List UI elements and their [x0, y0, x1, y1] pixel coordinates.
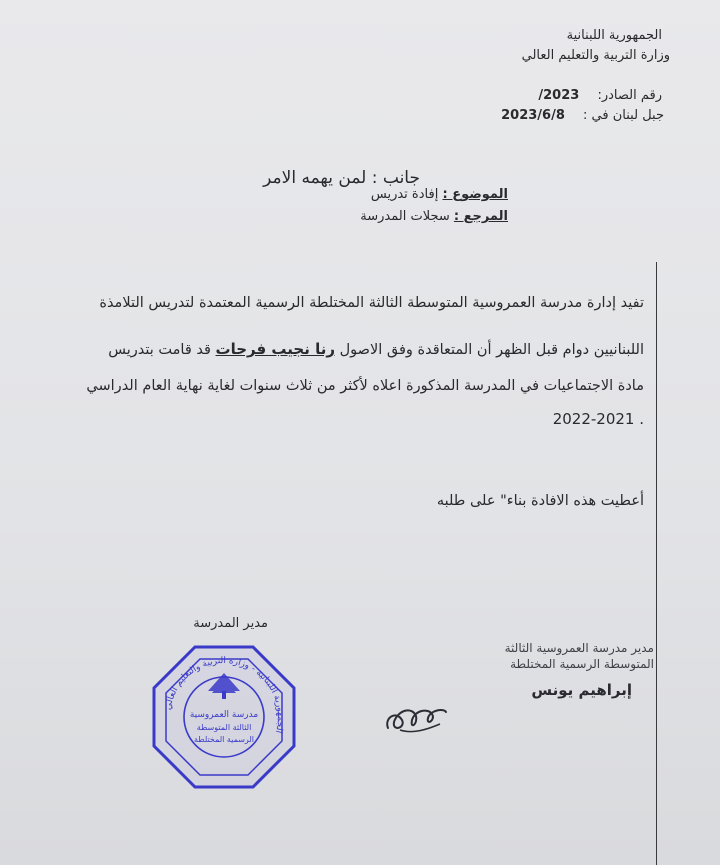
signature-name: إبراهيم يونس [531, 681, 632, 699]
handwritten-signature [382, 700, 452, 740]
closing-line: أعطيت هذه الافادة بناء" على طلبه [436, 493, 644, 509]
school-stamp [150, 643, 298, 791]
addressee: جانب : لمن يهمه الامر [263, 168, 420, 188]
body-line-4: 2022-2021 . [552, 410, 644, 428]
body-line-2-end: قد قامت بتدريس [108, 342, 211, 358]
header-ministry: وزارة التربية والتعليم العالي [521, 48, 670, 63]
reference-value: سجلات المدرسة [360, 209, 450, 224]
subject-value: إفادة تدريس [370, 187, 439, 202]
stamp-ring-text: الجمهورية اللبنانية - وزارة التربية والتعليم العالي [163, 655, 286, 735]
body-line-3: مادة الاجتماعيات في المدرسة المذكورة اعلاه لأكثر من ثلاث سنوات لغاية نهاية العام الدراسي [86, 378, 644, 394]
stamp-inner-line-3: الرسمية المختلطة [193, 735, 255, 744]
outgoing-label: رقم الصادر: [597, 88, 662, 103]
header-republic: الجمهورية اللبنانية [566, 28, 662, 43]
reference-line [360, 209, 508, 224]
stamp-inner-line-1: مدرسة العمروسية [189, 710, 259, 720]
signature-school-line-2: المتوسطة الرسمية المختلطة [510, 657, 654, 671]
place-date [501, 108, 664, 123]
outgoing-value: 2023/ [538, 88, 580, 103]
stamp-inner-line-2: الثالثة المتوسطة [196, 723, 252, 732]
outgoing-number [538, 88, 662, 103]
teacher-name: رنا نجيب فرحات [215, 340, 335, 358]
date-value: 2023/6/8 [501, 108, 565, 123]
signature-school-line-1: مدير مدرسة العمروسية الثالثة [504, 641, 654, 655]
subject-line [371, 187, 508, 202]
reference-label: المرجع : [453, 209, 508, 224]
body-line-2 [108, 340, 644, 358]
body-line-2-start: اللبنانيين دوام قبل الظهر أن المتعاقدة وفق الاصول [339, 342, 644, 358]
manager-title: مدير المدرسة [193, 616, 268, 631]
subject-label: الموضوع : [442, 187, 508, 202]
place-label: جبل لبنان في : [583, 108, 664, 123]
body-line-1: تفيد إدارة مدرسة العمروسية المتوسطة الثالثة المختلطة الرسمية المعتمدة لتدريس التلامذة [99, 295, 644, 311]
